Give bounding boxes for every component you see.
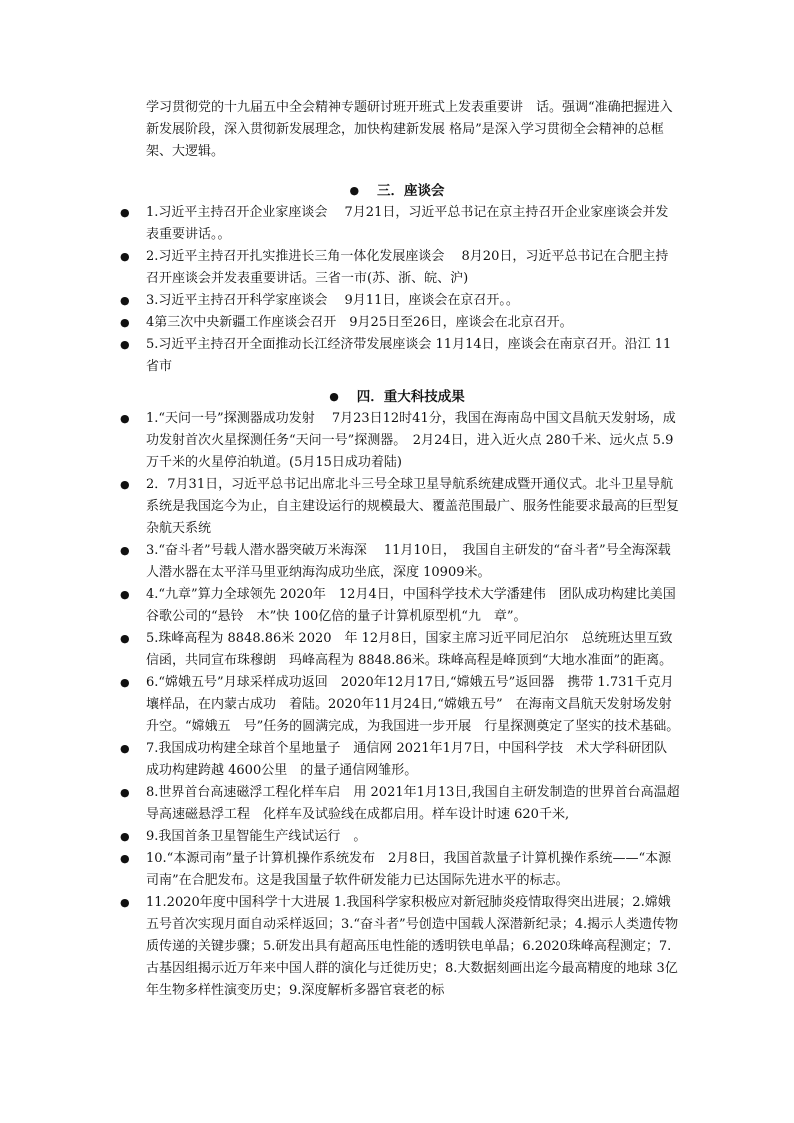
bullet-icon: ● [329,390,339,403]
bullet-icon: ● [120,478,130,491]
bullet-icon: ● [120,742,130,755]
list-item: ● 2．7月31日，习近平总书记出席北斗三号全球卫星导航系统建成暨开通仪式。北斗卫星导航系统是我国迄今为止，自主建设运行的规模最大、覆盖范围最广、服务性能要求最高的巨型复杂航天系统 [120,474,680,540]
bullet-icon: ● [120,676,130,689]
bullet-icon: ● [120,896,130,909]
list-item: ● 11.2020年度中国科学十大进展 1.我国科学家积极应对新冠肺炎疫情取得突出进展；2.嫦娥五号首次实现月面自动采样返回；3.“奋斗者”号创造中国载人深潜新纪录；4.揭示人类遗传物质传递的关键步骤；5.研发出具有超高压电性能的透明铁电单晶；6.2020珠峰高程测定；7.古基因组揭示近万年来中国人群的演化与迁徙历史；8.大数据刻画出迄今最高精度的地球 3亿年生物多样性演变历史；9.深度解析多器官衰老的标 [120,892,680,1002]
list-item: ● 8.世界首台高速磁浮工程化样车启 用 2021年1月13日,我国自主研发制造的世界首台高温超导高速磁悬浮工程 化样车及试验线在成都启用。样车设计时速 620千米, [120,782,680,826]
bullet-icon: ● [120,412,130,425]
bullet-icon: ● [120,206,130,219]
bullet-icon: ● [120,338,130,351]
list-item: ● 2.习近平主持召开扎实推进长三角一体化发展座谈会 8月20日，习近平总书记在合肥主持召开座谈会并发表重要讲话。三省一市(苏、浙、皖、沪) [120,246,680,290]
section-title: 四．重大科技成果 [356,389,465,405]
bullet-icon: ● [120,830,130,843]
bullet-icon: ● [120,632,130,645]
section-3-list [120,202,680,378]
intro-paragraph: 学习贯彻党的十九届五中全会精神专题研讨班开班式上发表重要讲 话。强调“准确把握进入新发展阶段，深入贯彻新发展理念，加快构建新发展 格局”是深入学习贯彻全会精神的总框架、大逻辑。 [146,100,673,159]
bullet-icon: ● [120,316,130,329]
list-item: ● 1.习近平主持召开企业家座谈会 7月21日，习近平总书记在京主持召开企业家座谈会并发表重要讲话。。 [120,202,680,246]
list-item: ● 4第三次中央新疆工作座谈会召开 9月25日至26日，座谈会在北京召开。 [120,312,680,334]
list-item: ● 9.我国首条卫星智能生产线试运行 。 [120,826,680,848]
section-4-list [120,408,680,1002]
list-item: ● 3.“奋斗者”号载人潜水器突破万米海深 11月10日， 我国自主研发的“奋斗者”号全海深载人潜水器在太平洋马里亚纳海沟成功坐底，深度 10909米。 [120,540,680,584]
bullet-icon: ● [120,294,130,307]
bullet-icon: ● [120,544,130,557]
list-item: ● 7.我国成功构建全球首个星地量子 通信网 2021年1月7日，中国科学技 术大学科研团队成功构建跨越 4600公里 的量子通信网雏形。 [120,738,680,782]
section-heading-3 [0,180,794,202]
list-item: ● 3.习近平主持召开科学家座谈会 9月11日，座谈会在京召开。。 [120,290,680,312]
list-item: ● 5.习近平主持召开全面推动长江经济带发展座谈会 11月14日，座谈会在南京召开。沿江 11省市 [120,334,680,378]
list-item: ● 5.珠峰高程为 8848.86米 2020 年 12月8日，国家主席习近平同尼泊尔 总统班达里互致信函，共同宣布珠穆朗 玛峰高程为 8848.86米。珠峰高程是峰顶到“大地水准面”的距离。 [120,628,680,672]
list-item: ● 4.“九章”算力全球领先 2020年 12月4日，中国科学技术大学潘建伟 团队成功构建比美国谷歌公司的“悬铃 木”快 100亿倍的量子计算机原型机“九 章”。 [120,584,680,628]
list-item: ● 6.“嫦娥五号”月球采样成功返回 2020年12月17日,“嫦娥五号”返回器 携带 1.731千克月壤样品，在内蒙古成功 着陆。2020年11月24日,“嫦娥五号” 在海南文昌航天发射场发射升空。“嫦娥五 号”任务的圆满完成，为我国进一步开展 行星探测奠定了坚实的技术基础。 [120,672,680,738]
bullet-icon: ● [120,250,130,263]
bullet-icon: ● [120,786,130,799]
section-heading-4 [0,386,794,408]
list-item: ● 1.“天问一号”探测器成功发射 7月23日12时41分，我国在海南岛中国文昌航天发射场，成功发射首次火星探测任务“天问一号”探测器。 2月24日，进入近火点 280千米、远火点 5.9万千米的火星停泊轨道。(5月15日成功着陆) [120,408,680,474]
list-item: ● 10.“本源司南”量子计算机操作系统发布 2月8日，我国首款量子计算机操作系统——“本源司南”在合肥发布。这是我国量子软件研发能力已达国际先进水平的标志。 [120,848,680,892]
bullet-icon: ● [120,588,130,601]
section-title: 三．座谈会 [377,183,445,199]
bullet-icon: ● [349,184,360,197]
bullet-icon: ● [120,852,130,865]
